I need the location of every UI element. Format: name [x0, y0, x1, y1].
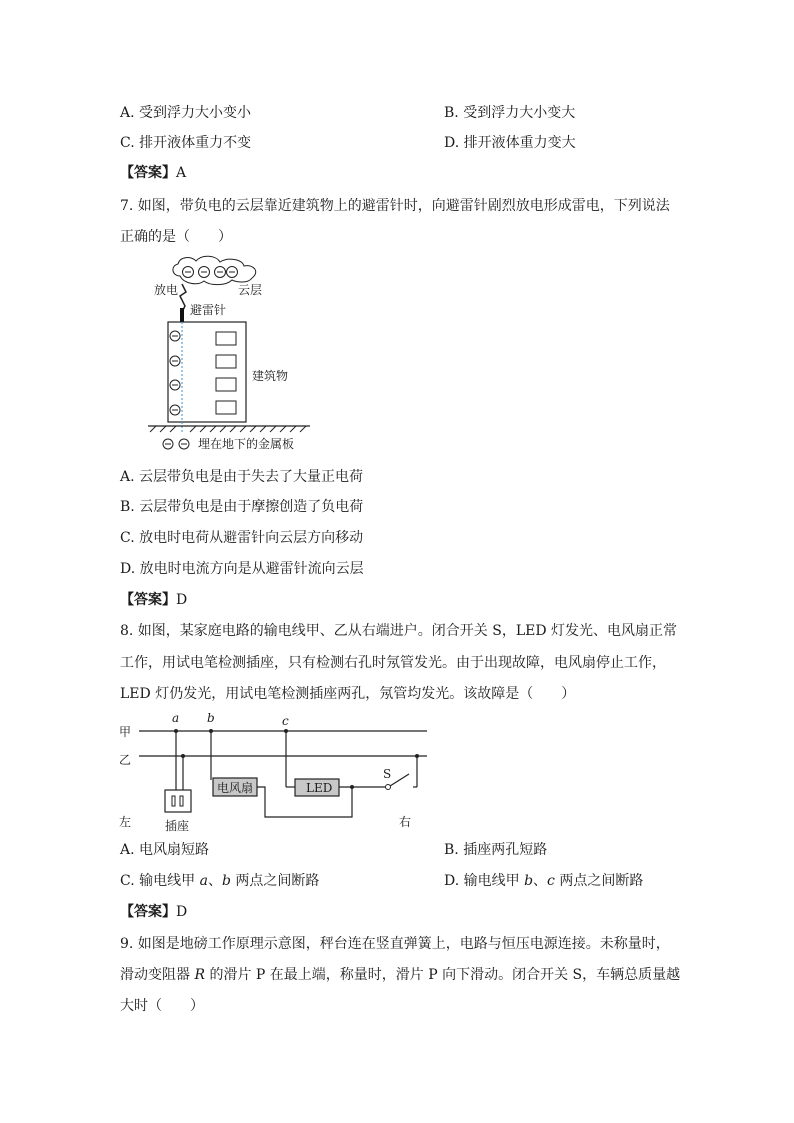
label-cloud: 云层 — [238, 283, 263, 297]
label-point-b: b — [207, 711, 215, 725]
label-building: 建筑物 — [252, 369, 289, 383]
q8-stem-line3: LED 灯仍发光，用试电笔检测插座两孔，氖管均发光。该故障是（ ） — [120, 686, 576, 702]
plate-negative-charges — [163, 439, 189, 449]
answer-label: 【答案】 — [120, 904, 176, 920]
q7-option-d: D. 放电时电流方向是从避雷针流向云层 — [120, 561, 364, 577]
switch-s — [390, 774, 409, 786]
q7-stem-line2: 正确的是（ ） — [120, 229, 232, 245]
q9-stem-line2: 滑动变阻器 R 的滑片 P 在最上端，称量时，滑片 P 向下滑动。闭合开关 S，车辆总质量越 — [120, 967, 681, 983]
q7-option-a: A. 云层带负电是由于失去了大量正电荷 — [120, 469, 364, 485]
label-switch: S — [383, 767, 392, 781]
answer-value: D — [176, 904, 188, 920]
label-led: LED — [306, 781, 333, 795]
label-right: 右 — [399, 815, 412, 829]
q8-option-b: B. 插座两孔短路 — [444, 842, 548, 858]
socket — [165, 790, 191, 812]
label-socket: 插座 — [165, 819, 190, 833]
q6-option-c: C. 排开液体重力不变 — [120, 135, 252, 151]
household-circuit-figure — [115, 710, 435, 835]
wall-negative-charges — [170, 331, 180, 415]
lightning-bolt — [180, 284, 186, 312]
answer-label: 【答案】 — [120, 165, 176, 181]
q6-option-a: A. 受到浮力大小变小 — [120, 105, 252, 121]
q6-answer — [120, 163, 186, 183]
lightning-rod-figure — [140, 254, 320, 454]
q7-option-c: C. 放电时电荷从避雷针向云层方向移动 — [120, 530, 364, 546]
q8-answer — [120, 902, 187, 922]
label-point-a: a — [172, 711, 180, 725]
q7-option-b: B. 云层带负电是由于摩擦创造了负电荷 — [120, 499, 364, 515]
q7-stem-line1: 7. 如图，带负电的云层靠近建筑物上的避雷针时，向避雷针剧烈放电形成雷电，下列说法 — [120, 198, 670, 214]
q8-stem-line2: 工作，用试电笔检测插座，只有检测右孔时氖管发光。由于出现故障，电风扇停止工作， — [120, 655, 666, 671]
q8-option-d: D. 输电线甲 b、c 两点之间断路 — [444, 873, 644, 889]
answer-label: 【答案】 — [120, 592, 176, 608]
q6-option-d: D. 排开液体重力变大 — [444, 135, 576, 151]
answer-value: D — [176, 592, 188, 608]
building-windows — [216, 332, 236, 414]
q9-stem-line3: 大时（ ） — [120, 998, 204, 1014]
label-rod: 避雷针 — [190, 303, 227, 317]
q8-stem-line1: 8. 如图，某家庭电路的输电线甲、乙从右端进户。闭合开关 S，LED 灯发光、电风扇正常 — [120, 623, 678, 639]
q7-answer — [120, 590, 187, 610]
q8-option-c: C. 输电线甲 a、b 两点之间断路 — [120, 873, 320, 889]
label-metal-plate: 埋在地下的金属板 — [198, 437, 295, 451]
answer-value: A — [176, 165, 187, 181]
label-fan: 电风扇 — [217, 781, 254, 795]
q9-stem-line1: 9. 如图是地磅工作原理示意图，秤台连在竖直弹簧上，电路与恒压电源连接。未称量时， — [120, 936, 670, 952]
q8-option-a: A. 电风扇短路 — [120, 842, 210, 858]
cloud-negative-charges — [183, 267, 238, 278]
label-point-c: c — [282, 714, 289, 728]
label-left: 左 — [119, 815, 132, 829]
lightning-rod — [180, 308, 184, 322]
q6-option-b: B. 受到浮力大小变大 — [444, 105, 576, 121]
label-wire-jia: 甲 — [119, 725, 132, 739]
label-discharge: 放电 — [154, 283, 179, 297]
ground-hatch — [150, 426, 306, 432]
label-wire-yi: 乙 — [119, 753, 132, 767]
